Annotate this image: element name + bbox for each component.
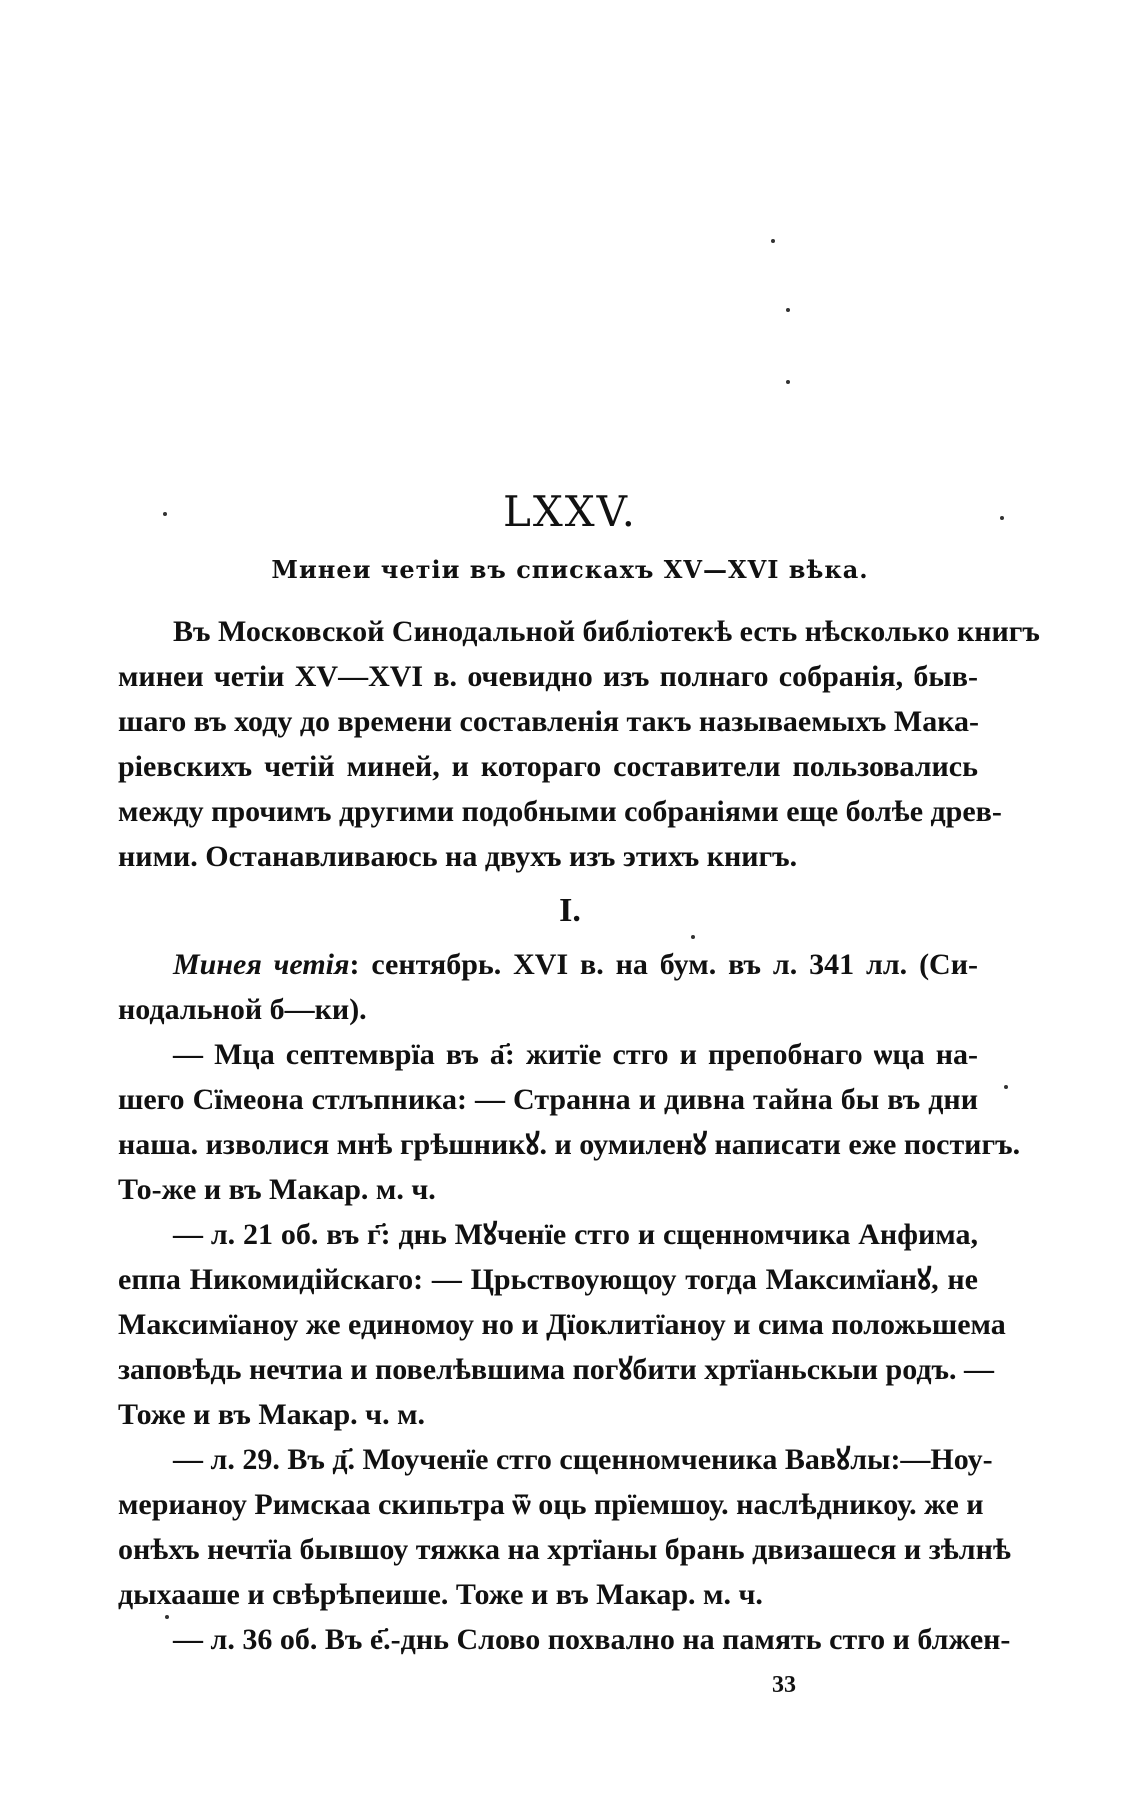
source-line: нодальной б—ки).: [118, 993, 367, 1026]
entry-line: Тоже и въ Макар. ч. м.: [118, 1398, 426, 1431]
chapter-title: Минеи четіи въ спискахъ XV—XVI вѣка.: [271, 555, 869, 584]
entry-line: — л. 29. Въ д҃. Моученїе стго сщенномченика Вавꙋлы:—Ноу-: [173, 1443, 993, 1476]
intro-line: между прочимъ другими подобными собраніями еще болѣе древ-: [118, 795, 1002, 828]
scan-speck: [691, 935, 695, 939]
intro-line: минеи четіи XV—XVI в. очевидно изъ полнаго собранія, быв-: [118, 660, 978, 693]
scan-speck: [786, 380, 790, 384]
entry-line: То-же и въ Макар. м. ч.: [118, 1173, 436, 1206]
entry-line: — л. 21 об. въ г҃: днь Мꙋченїе стго и сщенномчика Анфима,: [173, 1218, 978, 1251]
entry-line: мерианоу Римскаа скипьтра ѿ оць прїемшоу. наслѣдникоу. же и: [118, 1488, 984, 1521]
chapter-number: LXXV.: [502, 487, 638, 536]
entry-line: еппа Никомидійскаго: — Црьствоующоу тогда Максимїанꙋ, не: [118, 1263, 978, 1296]
entry-line: Максимїаноу же единомоу но и Дїоклитїаноу и сима положьшема: [118, 1308, 1006, 1341]
entry-line: — л. 36 об. Въ е҃.-днь Слово похвално на память стго и блжен-: [173, 1623, 1011, 1656]
intro-line: ріевскихъ четій миней, и котораго составители пользовались: [118, 750, 978, 783]
scan-speck: [165, 1615, 169, 1619]
page-number: 33: [772, 1672, 796, 1698]
entry-line: онѣхъ нечтїа бывшоу тяжка на хртїаны брань двизашеся и зѣлнѣ: [118, 1533, 1011, 1566]
entry-line: наша. изволися мнѣ грѣшникꙋ. и оумиленꙋ написати еже постигъ.: [118, 1128, 1021, 1161]
entry-line: заповѣдь нечтиа и повелѣвшима погꙋбити хртїаньскыи родъ. —: [118, 1353, 995, 1386]
source-title: Минея четія: [173, 948, 350, 981]
intro-line: ними. Останавливаюсь на двухъ изъ этихъ книгъ.: [118, 840, 798, 873]
section-number: I.: [559, 892, 581, 929]
entry-line: — Мца септемврїа въ а҃: житїе стго и препобнаго ѡца на-: [173, 1038, 978, 1071]
entry-line: шего Сїмеона стлъпника: — Странна и дивна тайна бы въ дни: [118, 1083, 978, 1116]
scan-speck: [786, 308, 790, 312]
source-details: : сентябрь. XVI в. на бум. въ л. 341 лл. (Си-: [349, 948, 978, 981]
intro-line: Въ Московской Синодальной библіотекѣ есть нѣсколько книгъ: [173, 615, 1040, 648]
scan-speck: [771, 239, 775, 243]
scan-speck: [1004, 1085, 1008, 1089]
entry-line: дыхааше и свѣрѣпеише. Тоже и въ Макар. м. ч.: [118, 1578, 763, 1611]
source-line: [118, 945, 978, 985]
intro-line: шаго въ ходу до времени составленія такъ называемыхъ Мака-: [118, 705, 980, 738]
